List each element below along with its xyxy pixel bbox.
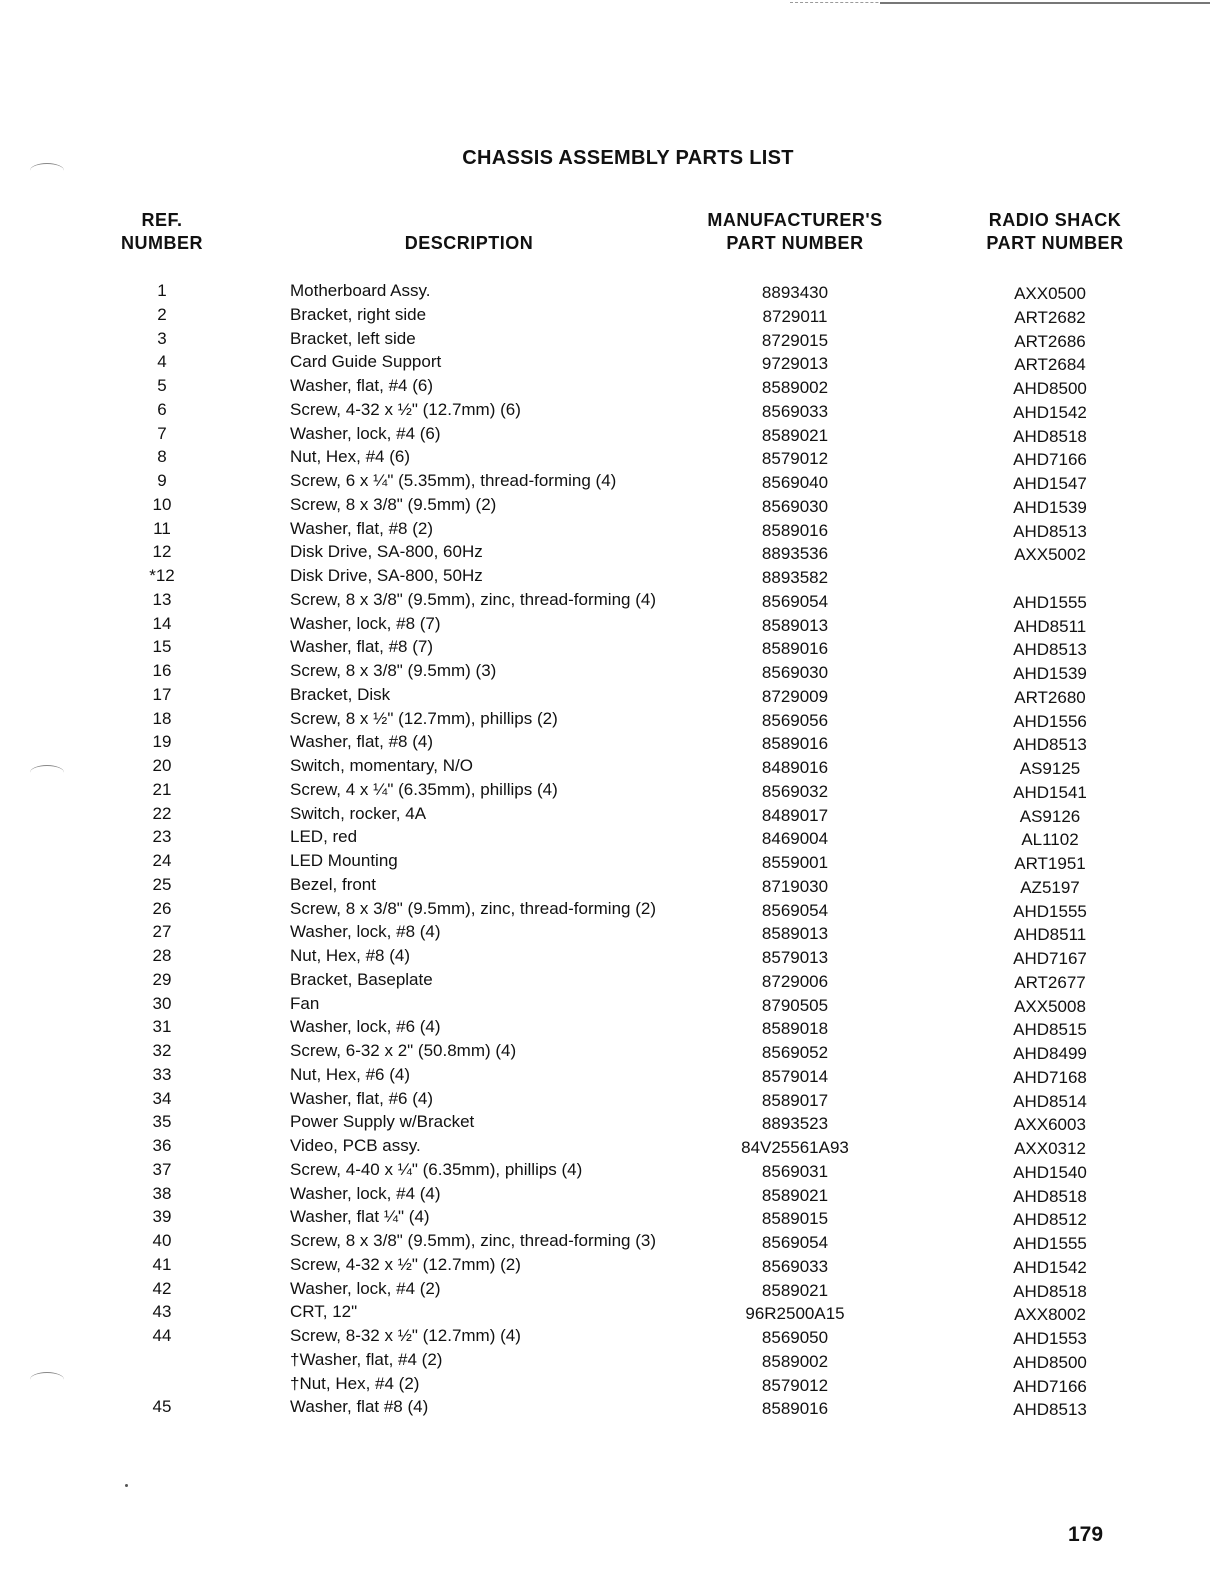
table-row xyxy=(0,447,1224,471)
description-cell: Bracket, left side xyxy=(290,328,416,348)
table-row xyxy=(0,1065,1224,1089)
description-cell: Nut, Hex, #6 (4) xyxy=(290,1064,410,1084)
description-cell: Washer, lock, #6 (4) xyxy=(290,1017,441,1037)
manufacturer-part-number-cell: 8893582 xyxy=(761,568,829,587)
description-cell: Switch, rocker, 4A xyxy=(290,803,427,823)
description-cell: LED Mounting xyxy=(290,851,398,870)
radio-shack-part-number-cell: ART2684 xyxy=(1014,355,1086,375)
table-row xyxy=(0,946,1224,970)
radio-shack-part-number-cell: AHD8518 xyxy=(1013,1186,1087,1206)
ref-number-cell: 22 xyxy=(152,803,172,823)
manufacturer-part-number-cell: 8569050 xyxy=(761,1328,829,1347)
table-row xyxy=(0,1279,1224,1303)
ref-number-cell: 5 xyxy=(157,376,167,395)
radio-shack-part-number-cell: AHD8513 xyxy=(1013,521,1087,541)
manufacturer-part-number-cell: 8589021 xyxy=(761,1185,829,1205)
radio-shack-part-number-cell: AHD8499 xyxy=(1013,1044,1087,1063)
ref-number-cell: 27 xyxy=(152,922,172,942)
table-row xyxy=(0,732,1224,756)
manufacturer-part-number-cell: 8589013 xyxy=(761,924,829,944)
table-row xyxy=(0,1184,1224,1208)
description-cell: Disk Drive, SA-800, 50Hz xyxy=(290,566,483,585)
radio-shack-part-number-cell: AHD7166 xyxy=(1013,1376,1087,1396)
ref-number-cell: *12 xyxy=(149,566,175,585)
radio-shack-part-number-cell: AXX5008 xyxy=(1014,996,1086,1016)
radio-shack-part-number-cell: AHD1556 xyxy=(1013,711,1087,731)
manufacturer-part-number-cell: 8589016 xyxy=(761,734,829,754)
table-row xyxy=(0,281,1224,305)
ref-number-cell: 43 xyxy=(152,1302,172,1322)
ref-number-cell: 9 xyxy=(157,471,167,490)
manufacturer-part-number-cell: 8569054 xyxy=(761,900,829,920)
ref-number-cell: 39 xyxy=(152,1207,172,1227)
description-cell: Fan xyxy=(290,993,320,1013)
manufacturer-part-number-cell: 8579012 xyxy=(761,449,829,469)
header-radio-shack-part-number xyxy=(970,209,1140,255)
ref-number-cell: 35 xyxy=(152,1112,172,1132)
radio-shack-part-number-cell: AHD1539 xyxy=(1013,497,1087,517)
table-row xyxy=(0,1350,1224,1374)
manufacturer-part-number-cell: 8569033 xyxy=(761,401,829,421)
table-row xyxy=(0,329,1224,353)
description-cell: Video, PCB assy. xyxy=(290,1136,421,1155)
description-cell: Screw, 8 x ½" (12.7mm), phillips (2) xyxy=(290,708,558,728)
radio-shack-part-number-cell: AHD1541 xyxy=(1013,782,1087,802)
ref-number-cell: 1 xyxy=(157,281,167,300)
description-cell: Washer, lock, #8 (4) xyxy=(290,922,441,942)
manufacturer-part-number-cell: 8569030 xyxy=(761,496,829,516)
radio-shack-part-number-cell: AHD1542 xyxy=(1013,402,1087,422)
radio-shack-part-number-cell: AHD8513 xyxy=(1013,735,1087,755)
ref-number-cell: 44 xyxy=(152,1326,172,1345)
radio-shack-part-number-cell: AHD7167 xyxy=(1013,949,1087,968)
table-row xyxy=(0,424,1224,448)
manufacturer-part-number-cell: 8579014 xyxy=(761,1066,829,1086)
table-row xyxy=(0,1397,1224,1421)
manufacturer-part-number-cell: 8589016 xyxy=(761,639,829,659)
radio-shack-part-number-cell: AHD8511 xyxy=(1013,925,1087,945)
table-row xyxy=(0,1089,1224,1113)
radio-shack-part-number-cell: AXX5002 xyxy=(1014,545,1086,565)
table-row xyxy=(0,780,1224,804)
manufacturer-part-number-cell: 8790505 xyxy=(761,995,829,1015)
ref-number-cell: 40 xyxy=(152,1231,172,1250)
manufacturer-part-number-cell: 8893430 xyxy=(761,283,829,302)
radio-shack-part-number-cell: AXX0500 xyxy=(1014,284,1086,303)
manufacturer-part-number-cell: 8569033 xyxy=(761,1256,829,1276)
ref-number-cell: 18 xyxy=(152,708,172,728)
manufacturer-part-number-cell: 96R2500A15 xyxy=(745,1304,845,1324)
description-cell: Washer, flat, #8 (4) xyxy=(290,732,433,752)
manufacturer-part-number-cell: 8729011 xyxy=(762,306,828,326)
ref-number-cell: 3 xyxy=(157,328,167,348)
radio-shack-part-number-cell: ART2677 xyxy=(1014,972,1086,992)
manufacturer-part-number-cell: 8589016 xyxy=(761,1399,829,1419)
radio-shack-part-number-cell: AS9126 xyxy=(1019,806,1081,826)
manufacturer-part-number-cell: 8569056 xyxy=(761,710,829,730)
table-row xyxy=(0,709,1224,733)
manufacturer-part-number-cell: 8569054 xyxy=(761,1233,829,1252)
radio-shack-part-number-cell: AZ5197 xyxy=(1020,877,1080,897)
manufacturer-part-number-cell: 8489016 xyxy=(761,758,829,777)
table-row xyxy=(0,1112,1224,1136)
description-cell: Washer, lock, #8 (7) xyxy=(290,613,441,633)
manufacturer-part-number-cell: 8569054 xyxy=(761,591,829,611)
ref-number-cell: 31 xyxy=(152,1017,172,1037)
ref-number-cell: 42 xyxy=(152,1278,172,1298)
description-cell: Nut, Hex, #4 (6) xyxy=(290,447,410,467)
radio-shack-part-number-cell: ART2682 xyxy=(1014,307,1086,327)
radio-shack-part-number-cell: AL1102 xyxy=(1021,830,1079,850)
description-cell: Bracket, right side xyxy=(290,304,427,324)
table-row xyxy=(0,614,1224,638)
radio-shack-part-number-cell: AHD8512 xyxy=(1013,1210,1087,1230)
table-row xyxy=(0,1041,1224,1065)
table-row xyxy=(0,756,1224,780)
table-row xyxy=(0,1302,1224,1326)
table-row xyxy=(0,352,1224,376)
scan-artifact-line xyxy=(880,2,1210,4)
table-row xyxy=(0,1374,1224,1398)
radio-shack-part-number-cell: AHD8518 xyxy=(1013,426,1087,446)
description-cell: †Nut, Hex, #4 (2) xyxy=(290,1373,420,1393)
radio-shack-part-number-cell: AHD1547 xyxy=(1013,474,1087,493)
manufacturer-part-number-cell: 8589015 xyxy=(761,1209,829,1229)
description-cell: Washer, flat, #8 (7) xyxy=(290,637,433,657)
manufacturer-part-number-cell: 8719030 xyxy=(761,876,829,896)
table-row xyxy=(0,922,1224,946)
radio-shack-part-number-cell: ART2686 xyxy=(1014,331,1086,351)
description-cell: Disk Drive, SA-800, 60Hz xyxy=(290,542,483,562)
description-cell: Washer, lock, #4 (6) xyxy=(290,423,441,443)
table-row xyxy=(0,376,1224,400)
ref-number-cell: 36 xyxy=(152,1136,172,1155)
manufacturer-part-number-cell: 8589021 xyxy=(761,425,829,445)
description-cell: Washer, flat, #6 (4) xyxy=(290,1088,433,1108)
manufacturer-part-number-cell: 8569040 xyxy=(761,473,829,492)
manufacturer-part-number-cell: 8729015 xyxy=(761,330,829,350)
ref-number-cell: 25 xyxy=(152,874,172,894)
manufacturer-part-number-cell: 8489017 xyxy=(761,805,829,825)
table-row xyxy=(0,661,1224,685)
radio-shack-part-number-cell: AHD1555 xyxy=(1013,901,1087,921)
ref-number-cell: 41 xyxy=(152,1254,172,1274)
description-cell: Switch, momentary, N/O xyxy=(290,756,473,775)
ref-number-cell: 4 xyxy=(157,352,167,372)
table-row xyxy=(0,566,1224,590)
ref-number-cell: 24 xyxy=(152,851,172,870)
radio-shack-part-number-cell: AHD1555 xyxy=(1013,592,1087,612)
header-rs-line2: PART NUMBER xyxy=(986,233,1124,253)
radio-shack-part-number-cell: AHD8513 xyxy=(1013,640,1087,660)
radio-shack-part-number-cell: AHD8514 xyxy=(1013,1091,1087,1111)
header-ref-line1: REF. xyxy=(141,210,183,230)
description-cell: Washer, flat, #4 (6) xyxy=(290,376,433,395)
description-cell: CRT, 12" xyxy=(290,1302,358,1322)
ref-number-cell: 32 xyxy=(152,1041,172,1060)
description-cell: Washer, flat ¼" (4) xyxy=(290,1207,430,1227)
ref-number-cell: 11 xyxy=(153,518,171,538)
header-ref-line2: NUMBER xyxy=(121,233,203,253)
table-row xyxy=(0,804,1224,828)
radio-shack-part-number-cell: AXX8002 xyxy=(1014,1305,1086,1325)
ref-number-cell: 8 xyxy=(157,447,167,467)
ref-number-cell: 45 xyxy=(152,1397,172,1417)
radio-shack-part-number-cell: AHD8515 xyxy=(1013,1020,1087,1040)
ref-number-cell: 38 xyxy=(152,1183,172,1203)
description-cell: Screw, 4 x ¼" (6.35mm), phillips (4) xyxy=(290,779,558,799)
ref-number-cell: 10 xyxy=(152,494,172,514)
manufacturer-part-number-cell: 8569052 xyxy=(761,1043,829,1062)
ref-number-cell: 26 xyxy=(152,898,172,918)
page-number: 179 xyxy=(1068,1523,1104,1546)
table-row xyxy=(0,400,1224,424)
manufacturer-part-number-cell: 8589021 xyxy=(761,1280,829,1300)
ref-number-cell: 16 xyxy=(152,661,172,680)
description-cell: Bracket, Baseplate xyxy=(290,969,433,989)
ref-number-cell: 20 xyxy=(152,756,172,775)
radio-shack-part-number-cell: AHD1542 xyxy=(1013,1257,1087,1277)
radio-shack-part-number-cell: AHD8500 xyxy=(1013,379,1087,398)
description-cell: †Washer, flat, #4 (2) xyxy=(290,1349,443,1369)
ref-number-cell: 14 xyxy=(152,613,172,633)
radio-shack-part-number-cell: ART2680 xyxy=(1014,687,1086,707)
ref-number-cell: 34 xyxy=(152,1088,172,1108)
manufacturer-part-number-cell: 8589016 xyxy=(761,520,829,540)
table-row xyxy=(0,1255,1224,1279)
table-row xyxy=(0,542,1224,566)
ref-number-cell: 17 xyxy=(152,684,172,704)
description-cell: Screw, 8 x 3/8" (9.5mm), zinc, thread-forming (2) xyxy=(290,898,656,918)
description-cell: Screw, 8 x 3/8" (9.5mm) (3) xyxy=(290,661,497,680)
table-row xyxy=(0,1017,1224,1041)
description-cell: Washer, flat, #8 (2) xyxy=(290,518,433,538)
radio-shack-part-number-cell: AHD1553 xyxy=(1013,1329,1087,1348)
description-cell: Card Guide Support xyxy=(290,352,442,372)
ref-number-cell: 19 xyxy=(152,732,172,752)
manufacturer-part-number-cell: 8469004 xyxy=(761,829,829,849)
header-rs-line1: RADIO SHACK xyxy=(988,210,1122,230)
page-title: CHASSIS ASSEMBLY PARTS LIST xyxy=(462,147,794,169)
manufacturer-part-number-cell: 8893536 xyxy=(761,544,829,564)
table-row xyxy=(0,1207,1224,1231)
table-row xyxy=(0,495,1224,519)
table-row xyxy=(0,1326,1224,1350)
scan-speck xyxy=(125,1484,128,1487)
radio-shack-part-number-cell: AHD1555 xyxy=(1013,1234,1087,1253)
description-cell: LED, red xyxy=(290,827,358,847)
manufacturer-part-number-cell: 8569031 xyxy=(761,1161,829,1181)
ref-number-cell: 28 xyxy=(152,946,172,965)
radio-shack-part-number-cell: AHD8518 xyxy=(1013,1281,1087,1301)
manufacturer-part-number-cell: 9729013 xyxy=(761,354,829,374)
header-mfr-line1: MANUFACTURER'S xyxy=(707,210,883,230)
description-cell: Washer, lock, #4 (2) xyxy=(290,1278,441,1298)
radio-shack-part-number-cell: AHD1540 xyxy=(1013,1162,1087,1182)
manufacturer-part-number-cell: 8569032 xyxy=(761,781,829,801)
header-ref-number xyxy=(112,209,212,255)
table-row xyxy=(0,970,1224,994)
manufacturer-part-number-cell: 8589002 xyxy=(761,378,829,397)
manufacturer-part-number-cell: 8589018 xyxy=(761,1019,829,1039)
ref-number-cell: 12 xyxy=(152,542,172,562)
description-cell: Screw, 4-40 x ¼" (6.35mm), phillips (4) xyxy=(290,1159,583,1179)
radio-shack-part-number-cell: AXX0312 xyxy=(1014,1139,1086,1158)
header-mfr-line2: PART NUMBER xyxy=(726,233,864,253)
table-row xyxy=(0,851,1224,875)
description-cell: Power Supply w/Bracket xyxy=(290,1112,475,1132)
description-cell: Screw, 8 x 3/8" (9.5mm) (2) xyxy=(290,494,497,514)
table-row xyxy=(0,994,1224,1018)
radio-shack-part-number-cell: AHD1539 xyxy=(1013,664,1087,683)
table-row xyxy=(0,1160,1224,1184)
manufacturer-part-number-cell: 8559001 xyxy=(761,853,829,872)
manufacturer-part-number-cell: 8589013 xyxy=(761,615,829,635)
table-row xyxy=(0,305,1224,329)
description-cell: Screw, 4-32 x ½" (12.7mm) (2) xyxy=(290,1254,521,1274)
table-row xyxy=(0,875,1224,899)
table-row xyxy=(0,519,1224,543)
parts-table xyxy=(0,281,1224,1421)
table-row xyxy=(0,685,1224,709)
description-cell: Motherboard Assy. xyxy=(290,281,431,300)
table-row xyxy=(0,637,1224,661)
ref-number-cell: 13 xyxy=(152,589,172,609)
radio-shack-part-number-cell: AHD8511 xyxy=(1013,616,1087,636)
description-cell: Nut, Hex, #8 (4) xyxy=(290,946,410,965)
description-cell: Washer, flat #8 (4) xyxy=(290,1397,429,1417)
radio-shack-part-number-cell: AHD8513 xyxy=(1013,1400,1087,1420)
description-cell: Screw, 6 x ¼" (5.35mm), thread-forming (4) xyxy=(290,471,617,490)
radio-shack-part-number-cell: AXX6003 xyxy=(1014,1115,1086,1135)
ref-number-cell: 2 xyxy=(157,304,167,324)
radio-shack-part-number-cell: AS9125 xyxy=(1019,759,1081,778)
ref-number-cell: 7 xyxy=(157,423,167,443)
header-manufacturer-part-number xyxy=(690,209,900,255)
description-cell: Bracket, Disk xyxy=(290,684,391,704)
ref-number-cell: 15 xyxy=(152,637,172,657)
manufacturer-part-number-cell: 84V25561A93 xyxy=(741,1138,849,1157)
manufacturer-part-number-cell: 8569030 xyxy=(761,663,829,682)
ref-number-cell: 30 xyxy=(152,993,172,1013)
radio-shack-part-number-cell: AHD7168 xyxy=(1013,1067,1087,1087)
description-cell: Screw, 8 x 3/8" (9.5mm), zinc, thread-forming (4) xyxy=(290,589,656,609)
radio-shack-part-number-cell: AHD7166 xyxy=(1013,450,1087,470)
manufacturer-part-number-cell: 8893523 xyxy=(761,1114,829,1134)
radio-shack-part-number-cell: ART1951 xyxy=(1014,854,1086,873)
table-row xyxy=(0,590,1224,614)
radio-shack-part-number-cell: AHD8500 xyxy=(1013,1352,1087,1372)
table-row xyxy=(0,827,1224,851)
ref-number-cell: 6 xyxy=(157,399,167,419)
ref-number-cell: 29 xyxy=(152,969,172,989)
ref-number-cell: 21 xyxy=(152,779,172,799)
header-description: DESCRIPTION xyxy=(404,233,534,253)
table-row xyxy=(0,1136,1224,1160)
ref-number-cell: 33 xyxy=(152,1064,172,1084)
description-cell: Screw, 4-32 x ½" (12.7mm) (6) xyxy=(290,399,521,419)
table-row xyxy=(0,1231,1224,1255)
manufacturer-part-number-cell: 8579013 xyxy=(761,948,829,967)
manufacturer-part-number-cell: 8729006 xyxy=(761,971,829,991)
table-row xyxy=(0,899,1224,923)
ref-number-cell: 23 xyxy=(152,827,172,847)
manufacturer-part-number-cell: 8589017 xyxy=(761,1090,829,1110)
manufacturer-part-number-cell: 8589002 xyxy=(761,1351,829,1371)
description-cell: Washer, lock, #4 (4) xyxy=(290,1183,441,1203)
description-cell: Screw, 8 x 3/8" (9.5mm), zinc, thread-forming (3) xyxy=(290,1231,656,1250)
description-cell: Screw, 6-32 x 2" (50.8mm) (4) xyxy=(290,1041,517,1060)
description-cell: Bezel, front xyxy=(290,874,376,894)
manufacturer-part-number-cell: 8579012 xyxy=(761,1375,829,1395)
ref-number-cell: 37 xyxy=(152,1159,172,1179)
manufacturer-part-number-cell: 8729009 xyxy=(761,686,829,706)
table-row xyxy=(0,471,1224,495)
description-cell: Screw, 8-32 x ½" (12.7mm) (4) xyxy=(290,1326,521,1345)
